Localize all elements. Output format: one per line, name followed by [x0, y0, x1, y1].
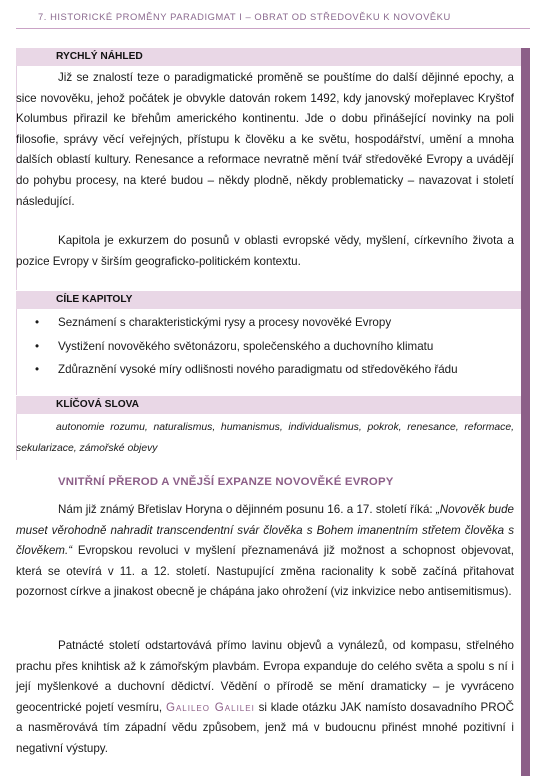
goals-label: CÍLE KAPITOLY: [56, 294, 133, 305]
section-title: VNITŘNÍ PŘEROD A VNĚJŠÍ EXPANZE NOVOVĚKÉ EVROPY: [58, 476, 394, 488]
bullet-icon: •: [35, 339, 40, 353]
header-rule: [16, 28, 530, 29]
section-paragraph-1: Nám již známý Břetislav Horyna o dějinném posunu 16. a 17. století říká: „Novověk bude muset věrohodně nahradit transcendentní svár člověka s Bohem imanentním střetem člověka s člověkem.“ Evropskou revoluci v myšlení přeznamenává již možnost a schopnost objevovat, která se otevírá v 11. a 12. století. Nastupující změna racionality k sobě začíná přitahovat pozornost církve a jinakost obecně je chápána jako ohrožení (viz inkvizice nebo antisemitismus).: [16, 503, 514, 599]
keywords-label: KLÍČOVÁ SLOVA: [56, 399, 140, 410]
side-accent-bar: [521, 48, 530, 776]
goal-item: • Seznámení s charakteristickými rysy a procesy novověké Evropy: [16, 313, 514, 337]
running-head: 7. HISTORICKÉ PROMĚNY PARADIGMAT I – OBRAT OD STŘEDOVĚKU K NOVOVĚKU: [38, 11, 451, 22]
keywords-header: [16, 396, 521, 414]
goal-item: • Zdůraznění vysoké míry odlišnosti nového paradigmatu od středověkého řádu: [16, 360, 514, 384]
keywords-text: autonomie rozumu, naturalismus, humanismus, individualismus, pokrok, renesance, reformace, sekularizace, zámořské objevy: [16, 422, 514, 454]
quick-view-label: RYCHLÝ NÁHLED: [56, 51, 143, 62]
goals-header: [16, 291, 521, 309]
quick-view-paragraph-2: Kapitola je exkurzem do posunů v oblasti evropské vědy, myšlení, církevního života a pozice Evropy v širším geograficko-politickém kontextu.: [16, 234, 514, 268]
goals-list: [16, 313, 514, 384]
quick-view-paragraph-1: Již se znalostí teze o paradigmatické proměně se pouštíme do další dějinné epochy, a sice novověku, jehož počátek je obvykle datován rokem 1492, kdy janovský mořeplavec Kryštof Kolumbus přirazil ke břehům amerického kontinentu. Jde o dobu přinášející novinky na poli filosofie, správy věcí veřejných, přístupu k člověku a ke světu, hospodářství, umění a mnoha dalších oblastí kultury. Renesance a reformace nevratně mění tvář středověké Evropy a uvádějí do pohybu procesy, na které budou – někdy plodně, někdy problematicky – navazovat i století následující.: [16, 71, 514, 208]
goal-item: • Vystižení novověkého světonázoru, společenského a duchovního klimatu: [16, 337, 514, 361]
bullet-icon: •: [35, 363, 40, 376]
horyna-quote: „Novověk bude muset věrohodně nahradit transcendentní svár člověka s Bohem imanentním střetem člověka s člověkem.“: [16, 503, 514, 558]
galileo-name: Galileo Galilei: [165, 700, 255, 714]
quick-view-header: [16, 48, 521, 66]
bullet-icon: •: [35, 316, 40, 329]
section-paragraph-2: Patnácté století odstartovává přímo lavinu objevů a vynálezů, od kompasu, střelného prachu přes knihtisk až k zámořským plavbám. Evropa expanduje do celého světa a spolu s ní i její myšlenkové a duchovní dědictví. Vědění o přírodě se mění dramaticky – je vyvráceno geocentrické pojetí vesmíru, Galileo Galilei si klade otázku JAK namísto dosavadního PROČ a nasměrovává tím západní vědu způsobem, jenž má v budoucnu přinést mnohé pozitivní i negativní výstupy.: [16, 639, 514, 755]
